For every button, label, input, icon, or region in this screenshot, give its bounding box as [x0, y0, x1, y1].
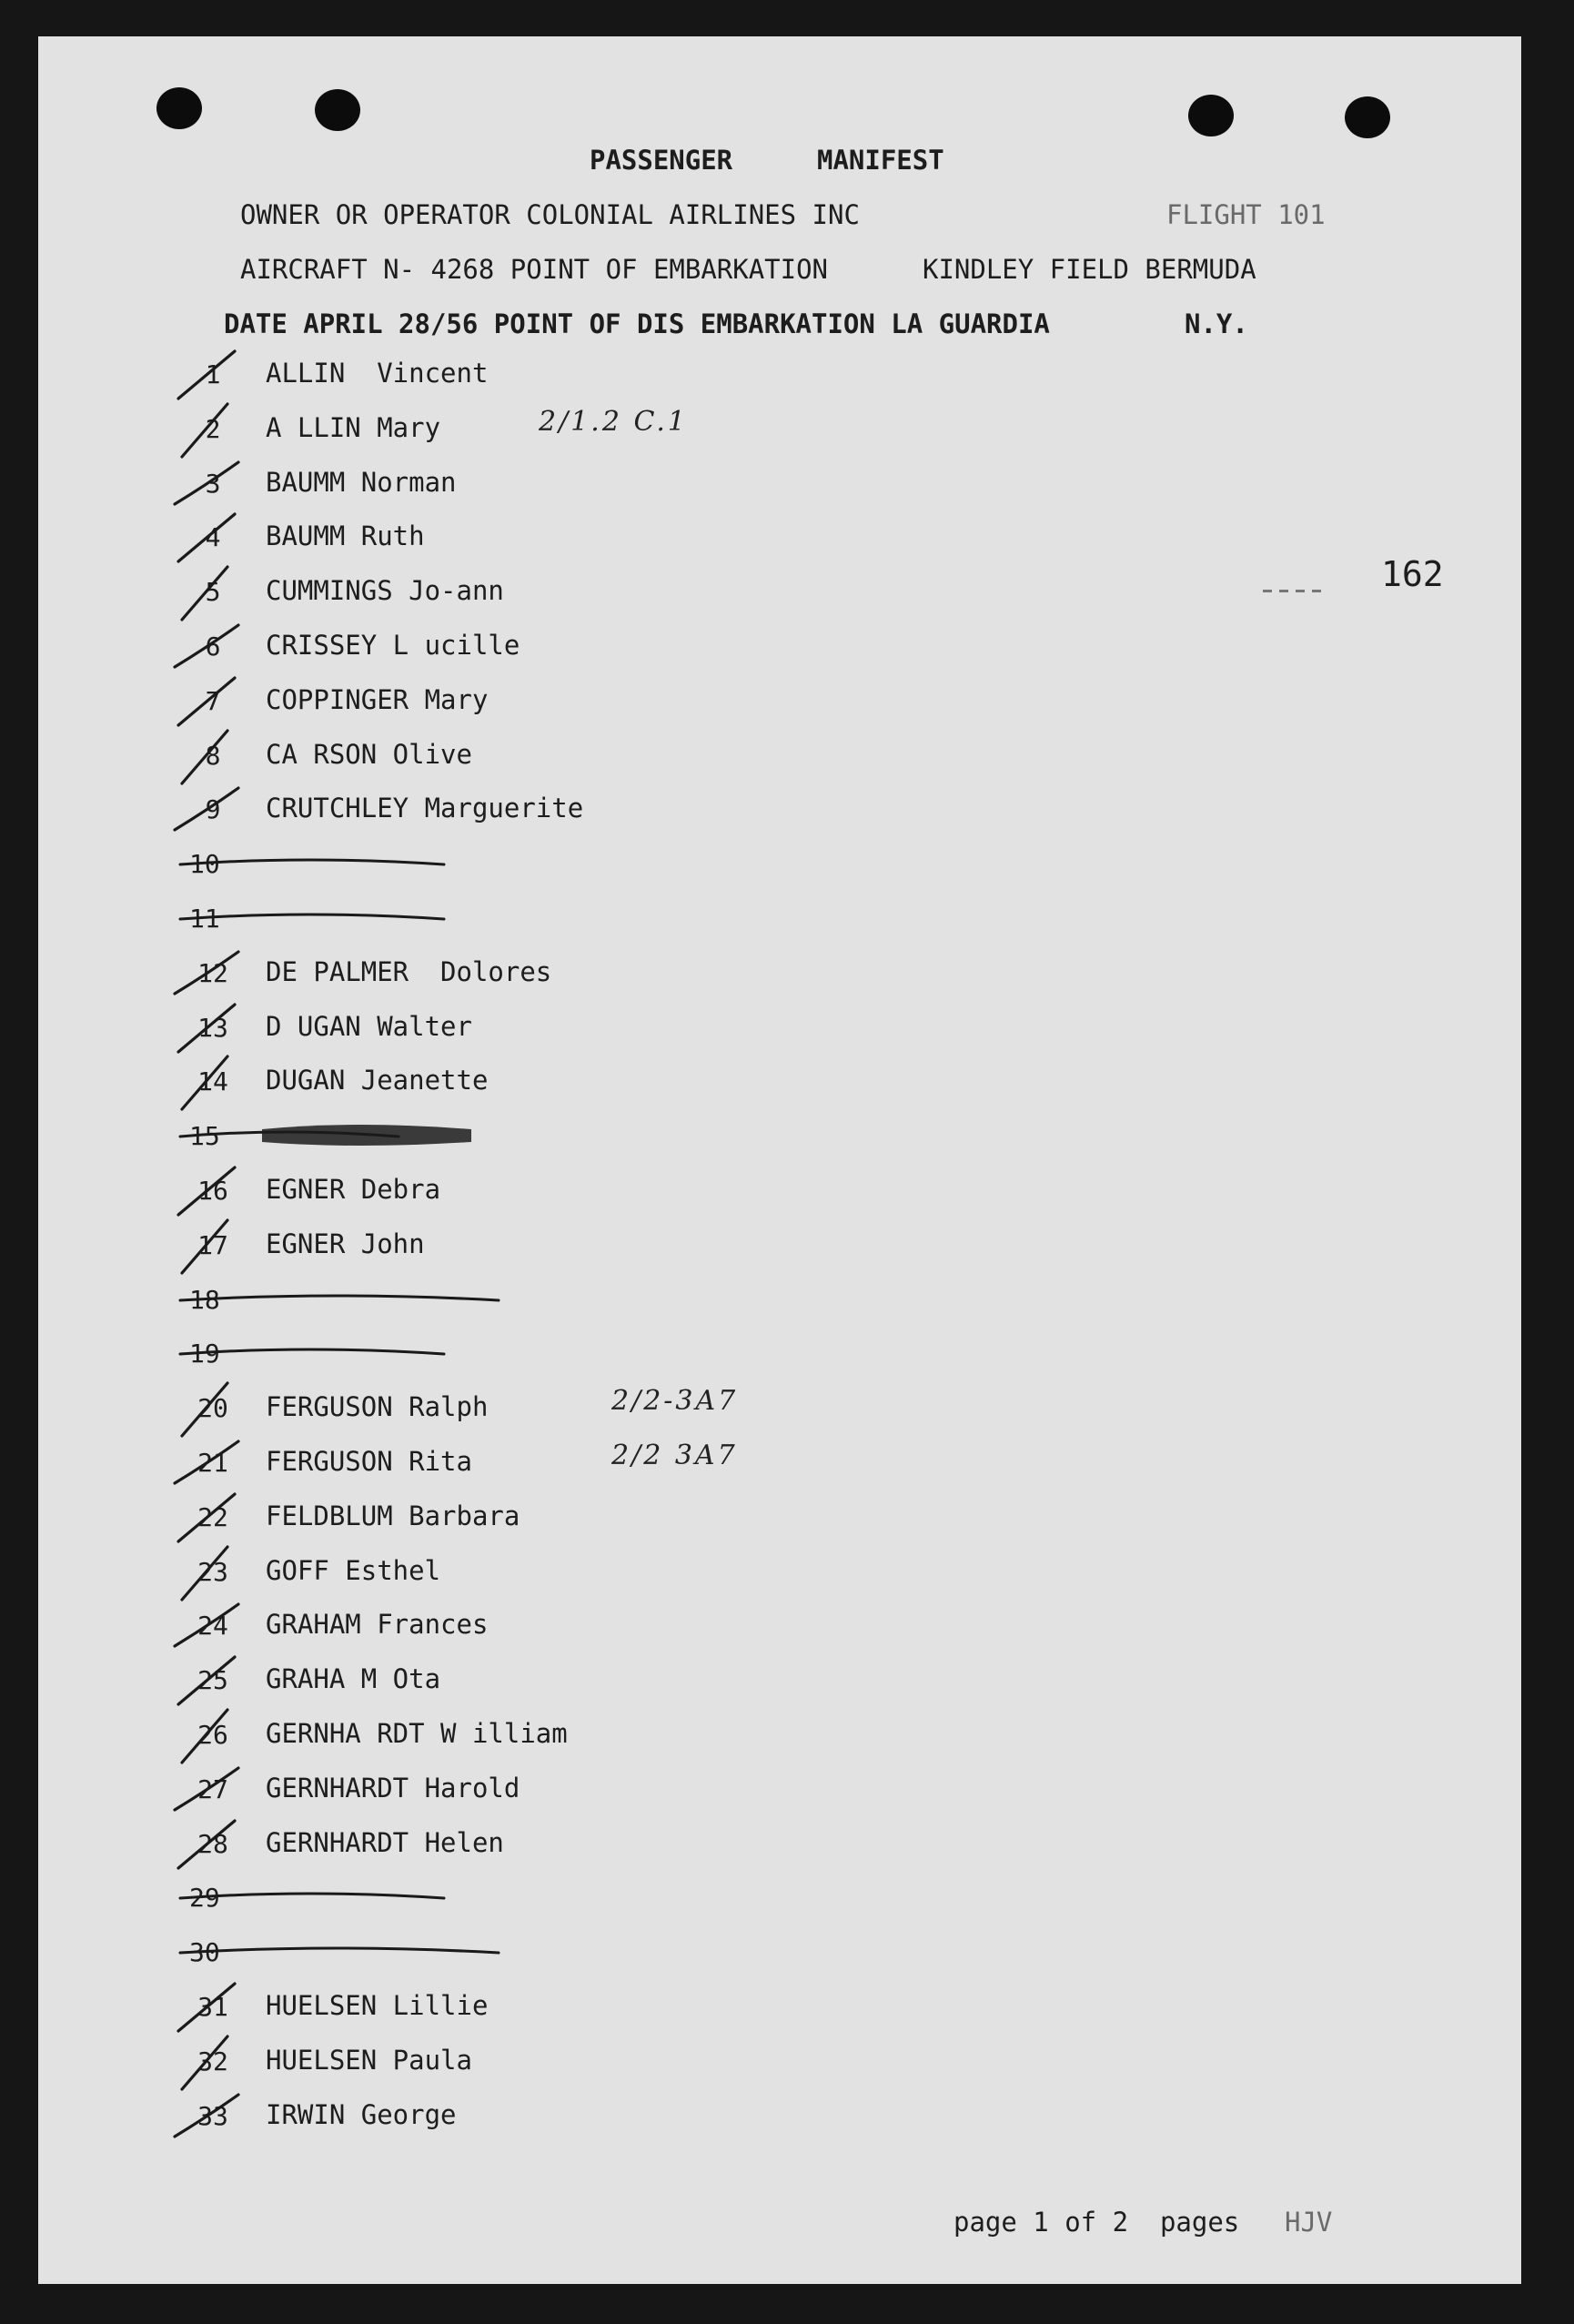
passenger-name: GOFF Esthel	[266, 1554, 441, 1586]
passenger-name: HUELSEN Paula	[266, 2044, 472, 2076]
passenger-number: 29	[189, 1883, 220, 1914]
passenger-number: 17	[197, 1229, 228, 1260]
strike-line	[171, 837, 553, 892]
passenger-number: 19	[189, 1339, 220, 1369]
aircraft-line: AIRCRAFT N- 4268 POINT OF EMBARKATION	[240, 254, 829, 285]
passenger-number: 21	[197, 1448, 228, 1478]
passenger-row	[184, 1008, 1094, 1059]
passenger-number: 11	[189, 904, 220, 934]
manifest-title-manifest: MANIFEST	[817, 145, 944, 176]
passenger-name: GERNHA RDT W illiam	[266, 1718, 568, 1749]
passenger-name: GRAHAM Frances	[266, 1609, 489, 1641]
passenger-number: 9	[205, 794, 221, 825]
passenger-row	[184, 899, 1094, 950]
passenger-number: 1	[205, 359, 221, 389]
passenger-name: FERGUSON Ralph	[266, 1391, 489, 1423]
passenger-name: FELDBLUM Barbara	[266, 1500, 520, 1531]
passenger-row	[184, 1117, 1094, 1167]
passenger-row	[184, 355, 1094, 406]
passenger-number: 15	[189, 1121, 220, 1152]
punch-hole	[1188, 95, 1234, 136]
passenger-name: CRUTCHLEY Marguerite	[266, 793, 584, 824]
passenger-name: BAUMM Norman	[266, 466, 457, 498]
passenger-name: COPPINGER Mary	[266, 683, 489, 715]
passenger-row	[184, 518, 1094, 569]
passenger-name: D UGAN Walter	[266, 1010, 472, 1042]
passenger-number: 23	[197, 1556, 228, 1587]
passenger-number: 27	[197, 1773, 228, 1804]
passenger-row	[184, 682, 1094, 733]
passenger-row	[184, 627, 1094, 678]
passenger-row	[184, 1715, 1094, 1766]
passenger-name: CUMMINGS Jo-ann	[266, 575, 504, 607]
passenger-number: 6	[205, 632, 221, 662]
passenger-row	[184, 1334, 1094, 1385]
passenger-row	[184, 1552, 1094, 1603]
passenger-number: 16	[197, 1176, 228, 1206]
passenger-name: GRAHA M Ota	[266, 1663, 441, 1695]
strike-line	[171, 1925, 553, 1980]
punch-hole	[1345, 96, 1390, 138]
page-count: page 1 of 2 pages	[953, 2207, 1240, 2238]
passenger-number: 24	[197, 1611, 228, 1642]
passenger-row	[184, 790, 1094, 841]
passenger-name: EGNER Debra	[266, 1174, 441, 1205]
handwritten-note: 2/2-3A7	[611, 1385, 739, 1418]
handwritten-note: 2/1.2 C.1	[539, 405, 688, 438]
passenger-name: A LLIN Mary	[266, 411, 441, 443]
manifest-title-passenger: PASSENGER	[590, 145, 733, 176]
passenger-number: 2	[205, 413, 221, 444]
passenger-number: 26	[197, 1720, 228, 1750]
passenger-row	[184, 1385, 1094, 1440]
strike-line	[171, 1273, 553, 1328]
passenger-row	[184, 844, 1094, 895]
passenger-row	[184, 736, 1094, 787]
passenger-row	[184, 2097, 1094, 2147]
passenger-number: 18	[189, 1284, 220, 1315]
passenger-row	[184, 1440, 1094, 1494]
passenger-row	[184, 1226, 1094, 1277]
strike-line	[171, 1327, 553, 1381]
embarkation-place: KINDLEY FIELD BERMUDA	[923, 254, 1256, 285]
passenger-row	[184, 1280, 1094, 1331]
passenger-row	[184, 1987, 1094, 2038]
passenger-name: DUGAN Jeanette	[266, 1065, 489, 1096]
passenger-row	[184, 1770, 1094, 1821]
passenger-name: GERNHARDT Harold	[266, 1772, 520, 1804]
passenger-list	[184, 36, 1094, 2220]
passenger-number: 4	[205, 522, 221, 553]
passenger-name: ALLIN Vincent	[266, 358, 489, 389]
tally-mark-icon	[171, 2089, 244, 2153]
passenger-name: GERNHARDT Helen	[266, 1826, 504, 1858]
passenger-number: 7	[205, 685, 221, 716]
passenger-number: 33	[197, 2100, 228, 2131]
passenger-row	[184, 1062, 1094, 1113]
passenger-number: 25	[197, 1665, 228, 1696]
passenger-row	[184, 405, 1094, 460]
passenger-number: 20	[197, 1393, 228, 1424]
passenger-name: IRWIN George	[266, 2098, 457, 2130]
clerk-initials: HJV	[1285, 2207, 1333, 2238]
passenger-name: HUELSEN Lillie	[266, 1990, 489, 2021]
passenger-row	[184, 2042, 1094, 2093]
passenger-number: 28	[197, 1828, 228, 1859]
passenger-number: 22	[197, 1501, 228, 1532]
passenger-row	[184, 464, 1094, 515]
passenger-row	[184, 1606, 1094, 1657]
passenger-row	[184, 1933, 1094, 1984]
date-line: DATE APRIL 28/56 POINT OF DIS EMBARKATION LA GUARDIA	[224, 308, 1050, 339]
passenger-number: 12	[197, 957, 228, 988]
passenger-number: 30	[189, 1937, 220, 1968]
passenger-row	[184, 1171, 1094, 1222]
passenger-row	[184, 1878, 1094, 1929]
passenger-row	[184, 1661, 1094, 1712]
strike-line	[171, 1109, 553, 1164]
passenger-row	[184, 572, 1094, 623]
passenger-row	[184, 1824, 1094, 1875]
passenger-name: EGNER John	[266, 1228, 425, 1259]
passenger-number: 10	[189, 849, 220, 880]
passenger-row	[184, 1498, 1094, 1549]
passenger-number: 14	[197, 1066, 228, 1097]
passenger-number: 3	[205, 468, 221, 499]
strike-line	[171, 892, 553, 946]
passenger-number: 5	[205, 577, 221, 608]
stamp-smudge	[1263, 590, 1327, 592]
strike-line	[171, 1871, 553, 1925]
handwritten-note: 2/2 3A7	[611, 1440, 738, 1471]
passenger-name: FERGUSON Rita	[266, 1446, 472, 1477]
passenger-number: 13	[197, 1012, 228, 1043]
passenger-name: BAUMM Ruth	[266, 520, 425, 552]
destination-state: N.Y.	[1185, 308, 1248, 339]
flight-number: FLIGHT 101	[1166, 199, 1326, 230]
passenger-number: 32	[197, 2046, 228, 2076]
passenger-row	[184, 954, 1094, 1005]
passenger-number: 31	[197, 1992, 228, 2022]
passenger-number: 8	[205, 740, 221, 771]
passenger-name: CA RSON Olive	[266, 738, 472, 770]
manifest-sheet	[38, 36, 1521, 2284]
passenger-name: CRISSEY L ucille	[266, 630, 520, 661]
passenger-name: DE PALMER Dolores	[266, 955, 552, 987]
stamp-number: 162	[1381, 554, 1444, 594]
owner-operator-line: OWNER OR OPERATOR COLONIAL AIRLINES INC	[240, 199, 860, 230]
